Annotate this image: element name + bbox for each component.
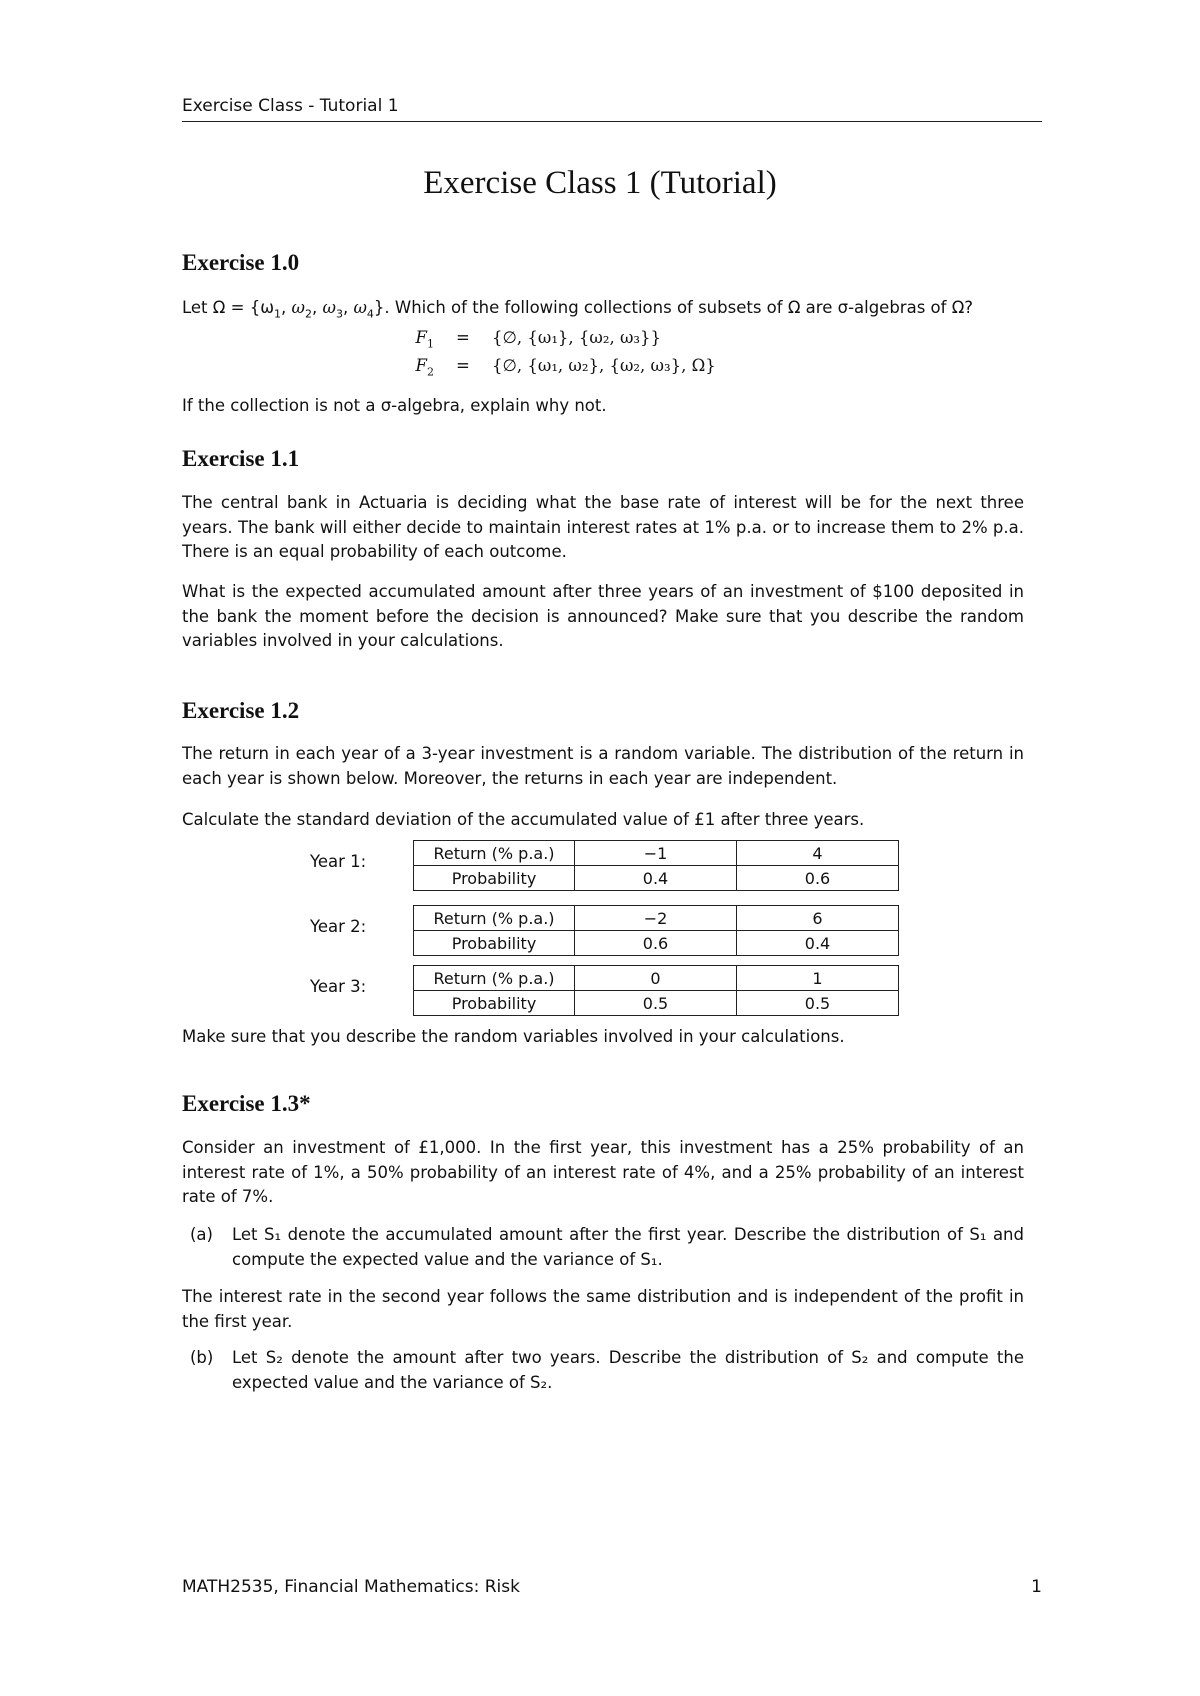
table-cell: 0.6 <box>737 866 899 891</box>
exercise-1-3-part-b <box>190 1346 1024 1395</box>
table-cell: 1 <box>737 966 899 991</box>
document-page: Exercise Class - Tutorial 1 Exercise Class 1 (Tutorial) Exercise 1.0 Let $\Omega = \{\omega_1$, $\omega_2$, $\omega_3$, $\omega_4$}. Which of the following collections of subsets of Ω are σ-algebras of Ω? $F_1$ = {∅, {ω₁}, {ω₂, ω₃}} $F_2$ = {∅, {ω₁, ω₂}, {ω₂, ω₃}, Ω} If the collection is not a σ-algebra, explain why not. Exercise 1.1 The central bank in Actuaria is deciding what the base rate of interest will be for the next three years. The bank will either decide to maintain interest rates at 1% p.a. or to increase them to 2% p.a. There is an equal probability of each outcome. What is the expected accumulated amount after three years of an investment of $100 deposited in the bank the moment before the decision is announced? Make sure that you describe the random variables involved in your calculations. Exercise 1.2 The return in each year of a 3-year investment is a random variable. The distribution of the return in each year is shown below. Moreover, the returns in each year are independent. Calculate the standard deviation of the accumulated value of £1 after three years. Year 1: Return (% p.a.) −1 4 Probability 0.4 0.6 Year 2: Return (% p.a.) −2 6 Probability 0.6 0.4 Year 3: Return (% p.a.) 0 1 Probability 0.5 0.5 Make sure that you describe the random variables involved in your calculations. Exercise 1.3* Consider an investment of £1,000. In the first year, this investment has a 25% probability of an interest rate of 1%, a 50% probability of an interest rate of 4%, and a 25% probability of an interest rate of 7%. (a) Let S₁ denote the accumulated amount after the first year. Describe the distribution of S₁ and compute the expected value and the variance of S₁. The interest rate in the second year follows the same distribution and is independent of the profit in the first year. (b) Let S₂ denote the amount after two years. Describe the distribution of S₂ and compute the expected value and the variance of S₂. MATH2535, Financial Mathematics: Risk 1 <box>0 0 1200 1696</box>
table-cell: 0.4 <box>575 866 737 891</box>
part-a-text: Let S₁ denote the accumulated amount after the first year. Describe the distribution of S₁ and compute the expected value and the variance of S₁. <box>232 1225 1024 1269</box>
table-cell: Probability <box>414 931 575 956</box>
table-cell: 0.5 <box>737 991 899 1016</box>
f1-symbol: F <box>415 328 427 347</box>
exercise-1-0-heading: Exercise 1.0 <box>182 250 300 275</box>
table-cell: 0.5 <box>575 991 737 1016</box>
part-b-label: (b) <box>190 1348 214 1367</box>
footer-course: MATH2535, Financial Mathematics: Risk <box>182 1577 520 1597</box>
year-2-table <box>413 905 899 956</box>
exercise-1-2-paragraph-2: Calculate the standard deviation of the accumulated value of £1 after three years. <box>182 810 865 829</box>
table-cell: Return (% p.a.) <box>414 906 575 931</box>
table-row <box>414 931 899 956</box>
page-number: 1 <box>1031 1577 1042 1597</box>
exercise-1-1-paragraph-2: What is the expected accumulated amount after three years of an investment of $100 deposited in the bank the moment before the decision is announced? Make sure that you describe the random variables involved in your calculations. <box>182 582 1024 650</box>
part-b-text: Let S₂ denote the amount after two years. Describe the distribution of S₂ and compute the expected value and the variance of S₂. <box>232 1348 1024 1392</box>
table-cell: Probability <box>414 866 575 891</box>
table-cell: Return (% p.a.) <box>414 966 575 991</box>
exercise-1-3-paragraph-1: Consider an investment of £1,000. In the first year, this investment has a 25% probability of an interest rate of 1%, a 50% probability of an interest rate of 4%, and a 25% probability of an interest rate of 7%. <box>182 1138 1024 1206</box>
exercise-1-3-part-a <box>190 1223 1024 1272</box>
table-row <box>414 966 899 991</box>
f2-set: {∅, {ω₁, ω₂}, {ω₂, ω₃}, Ω} <box>492 356 716 375</box>
table-cell: −2 <box>575 906 737 931</box>
table-row <box>414 866 899 891</box>
table-cell: 4 <box>737 841 899 866</box>
year-1-table <box>413 840 899 891</box>
exercise-1-1-heading: Exercise 1.1 <box>182 446 300 471</box>
exercise-1-2-heading: Exercise 1.2 <box>182 698 300 723</box>
f2-symbol: F <box>415 356 427 375</box>
exercise-1-3-paragraph-2: The interest rate in the second year follows the same distribution and is independent of the profit in the first year. <box>182 1287 1024 1331</box>
table-row <box>414 991 899 1016</box>
table-cell: 0.6 <box>575 931 737 956</box>
exercise-1-3-heading: Exercise 1.3* <box>182 1091 311 1116</box>
f1-set: {∅, {ω₁}, {ω₂, ω₃}} <box>492 328 662 347</box>
f1-equals: = <box>456 328 470 347</box>
table-cell: 0.4 <box>737 931 899 956</box>
table-cell: Probability <box>414 991 575 1016</box>
table-row <box>414 906 899 931</box>
year-3-label: Year 3: <box>310 977 367 996</box>
table-cell: 6 <box>737 906 899 931</box>
running-header: Exercise Class - Tutorial 1 <box>182 96 1042 122</box>
page-footer <box>182 1577 1042 1597</box>
table-cell: 0 <box>575 966 737 991</box>
exercise-1-2-paragraph-1: The return in each year of a 3-year investment is a random variable. The distribution of the return in each year is shown below. Moreover, the returns in each year are independent. <box>182 744 1024 788</box>
page-title: Exercise Class 1 (Tutorial) <box>423 165 777 201</box>
exercise-1-0-intro: Let $\Omega = \{\omega_1$, $\omega_2$, $\omega_3$, $\omega_4$}. Which of the following collections of subsets of Ω are σ-algebras of Ω? <box>182 298 974 321</box>
table-row <box>414 841 899 866</box>
exercise-1-1-paragraph-1: The central bank in Actuaria is deciding what the base rate of interest will be for the next three years. The bank will either decide to maintain interest rates at 1% p.a. or to increase them to 2% p.a. There is an equal probability of each outcome. <box>182 493 1024 561</box>
year-2-label: Year 2: <box>310 917 367 936</box>
f2-equals: = <box>456 356 470 375</box>
table-cell: Return (% p.a.) <box>414 841 575 866</box>
intro-part-b: }. Which of the following collections of subsets of Ω are σ-algebras of Ω? <box>373 298 974 317</box>
exercise-1-2-paragraph-3: Make sure that you describe the random variables involved in your calculations. <box>182 1027 845 1046</box>
intro-part-a: Let Ω = {ω <box>182 298 275 317</box>
table-cell: −1 <box>575 841 737 866</box>
year-1-label: Year 1: <box>310 852 367 871</box>
part-a-label: (a) <box>190 1225 213 1244</box>
exercise-1-0-outro: If the collection is not a σ-algebra, explain why not. <box>182 396 607 415</box>
year-3-table <box>413 965 899 1016</box>
